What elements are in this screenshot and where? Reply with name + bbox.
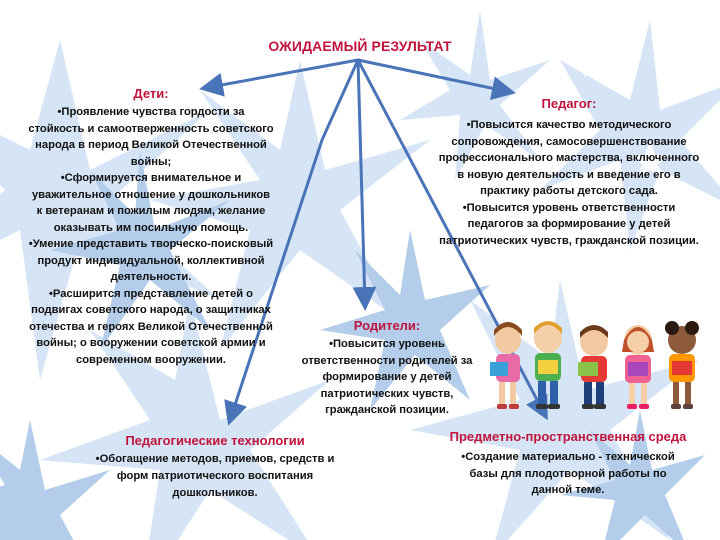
child-figure	[534, 321, 562, 409]
children-heading: Дети:	[133, 86, 169, 101]
child-figure	[490, 322, 522, 409]
child-figure	[665, 321, 699, 409]
ped-tech-block	[84, 433, 346, 502]
children-reading-illustration	[486, 318, 708, 414]
teacher-item: • Повысится уровень ответственности педагогов за формирование у детей патриотических чувств, гражданской позиции.	[436, 200, 702, 250]
page-title: ОЖИДАЕМЫЙ РЕЗУЛЬТАТ	[268, 38, 452, 54]
ped-tech-item: • Обогащение методов, приемов, средств и форм патриотического воспитания дошкольников.	[84, 451, 346, 502]
parents-block	[296, 318, 478, 419]
star-shape	[655, 50, 705, 97]
children-item: • Проявление чувства гордости за стойкость и самоотверженность советского народа в период Великой Отечественной войны;	[28, 104, 274, 170]
teacher-heading: Педагог:	[541, 96, 597, 111]
teacher-item: • Повысится качество методического сопровождения, самосовершенствование профессионального мастерства, включенного в новую деятельность и введение его в практику работы детского сада.	[436, 117, 702, 200]
children-item: • Расширится представление детей о подвигах советского народа, о защитниках отечества и героях Великой Отечественной войны; о вооружении советской армии и современном вооружении.	[28, 286, 274, 369]
ped-tech-heading: Педагогические технологии	[125, 433, 305, 448]
children-item: • Умение представить творческо-поисковый продукт индивидуальной, коллективной деятельности.	[28, 236, 274, 286]
environment-block	[448, 428, 688, 499]
environment-item: • Создание материально - технической базы для плодотворной работы по данной теме.	[448, 449, 688, 499]
parents-heading: Родители:	[353, 318, 421, 333]
children-block	[28, 86, 274, 368]
teacher-block	[436, 96, 702, 249]
star-shape	[575, 30, 625, 77]
child-figure	[622, 325, 654, 409]
environment-heading: Предметно-пространственная среда	[449, 429, 687, 444]
children-item: • Сформируется внимательное и уважительное отношение у дошкольников к ветеранам и пожилым людям, желание оказывать им посильную помощь.	[28, 170, 274, 236]
child-figure	[578, 325, 608, 409]
parents-item: • Повысится уровень ответственности родителей за формирование у детей патриотических чувств, гражданской позиции.	[296, 336, 478, 419]
